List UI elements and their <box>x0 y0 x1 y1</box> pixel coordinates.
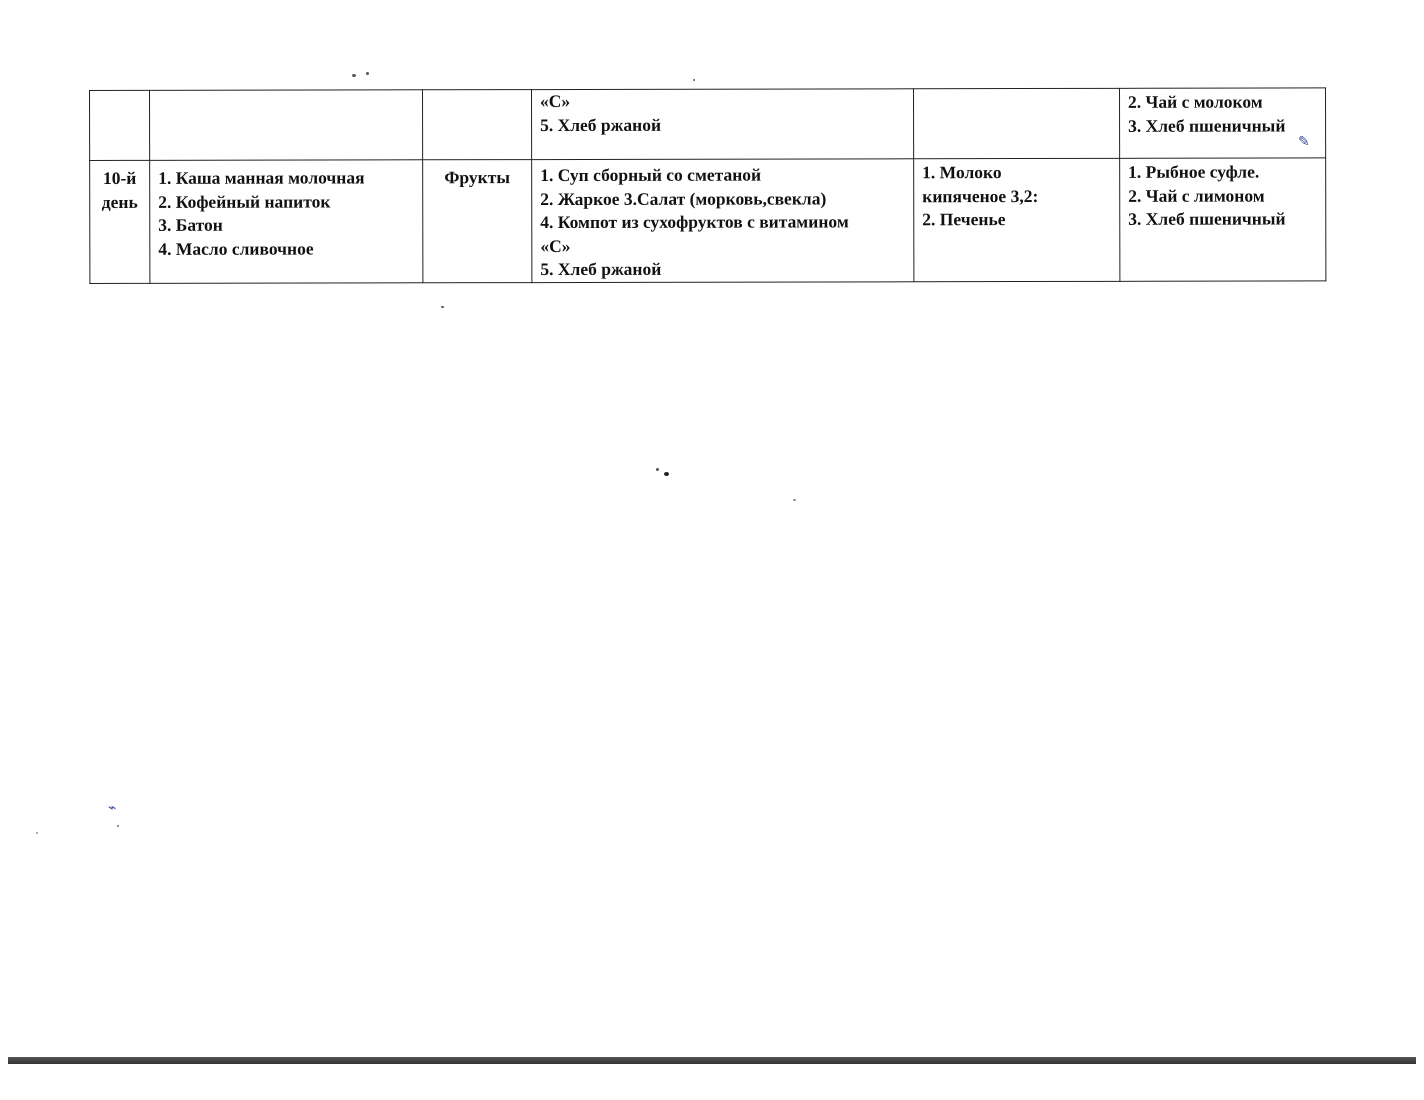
breakfast-cell <box>150 90 423 161</box>
dinner-item: 2. Чай с лимоном <box>1128 185 1265 206</box>
snack-item: кипяченое 3,2: <box>922 185 1039 206</box>
lunch-item: 5. Хлеб ржаной <box>540 114 662 135</box>
breakfast-item: 2. Кофейный напиток <box>158 190 331 212</box>
scan-speck <box>117 825 119 827</box>
snack-cell <box>913 88 1119 158</box>
table-row <box>90 158 1326 283</box>
scan-speck <box>656 468 659 471</box>
lunch-cell <box>532 89 914 160</box>
dinner-cell <box>1119 88 1325 158</box>
snack-cell <box>914 158 1120 281</box>
lunch-item: 2. Жаркое 3.Салат (морковь,свекла) <box>540 187 827 209</box>
dinner-cell <box>1120 158 1326 281</box>
breakfast-item: 3. Батон <box>158 214 223 235</box>
lunch-item: «С» <box>540 90 571 112</box>
pen-mark-icon: ⌁ <box>108 800 117 816</box>
scanner-edge-bar <box>8 1057 1416 1064</box>
day-cell <box>90 160 150 283</box>
second-breakfast-cell <box>423 90 532 160</box>
scan-speck <box>36 832 38 834</box>
lunch-item: 5. Хлеб ржаной <box>540 258 662 280</box>
snack-item: 1. Молоко <box>922 162 1002 183</box>
day-number: 10-й <box>102 167 137 188</box>
lunch-cell <box>532 159 914 282</box>
snack-item: 2. Печенье <box>922 209 1006 230</box>
scan-speck <box>693 79 695 81</box>
dinner-item: 3. Хлеб пшеничный <box>1128 114 1286 136</box>
breakfast-item: 1. Каша манная молочная <box>158 167 365 188</box>
menu-table <box>89 87 1326 283</box>
second-breakfast-cell <box>423 160 532 283</box>
lunch-item: 4. Компот из сухофруктов с витамином <box>540 211 849 233</box>
day-cell <box>90 90 150 160</box>
dinner-item: 1. Рыбное суфле. <box>1128 161 1260 182</box>
scan-speck <box>793 499 796 501</box>
breakfast-cell <box>150 160 423 283</box>
day-label: день <box>101 191 138 212</box>
second-breakfast-item: Фрукты <box>444 167 511 188</box>
scan-speck <box>441 306 444 308</box>
lunch-item: «С» <box>540 235 571 256</box>
lunch-item: 1. Суп сборный со сметаной <box>540 164 762 186</box>
dinner-item: 3. Хлеб пшеничный <box>1128 208 1286 229</box>
scan-speck <box>366 72 369 75</box>
table-row <box>90 88 1326 161</box>
pen-mark-icon: ✎ <box>1298 134 1310 150</box>
scan-speck <box>664 472 669 476</box>
dinner-item: 2. Чай с молоком <box>1128 91 1263 112</box>
breakfast-item: 4. Масло сливочное <box>158 238 314 259</box>
scan-speck <box>352 74 356 77</box>
